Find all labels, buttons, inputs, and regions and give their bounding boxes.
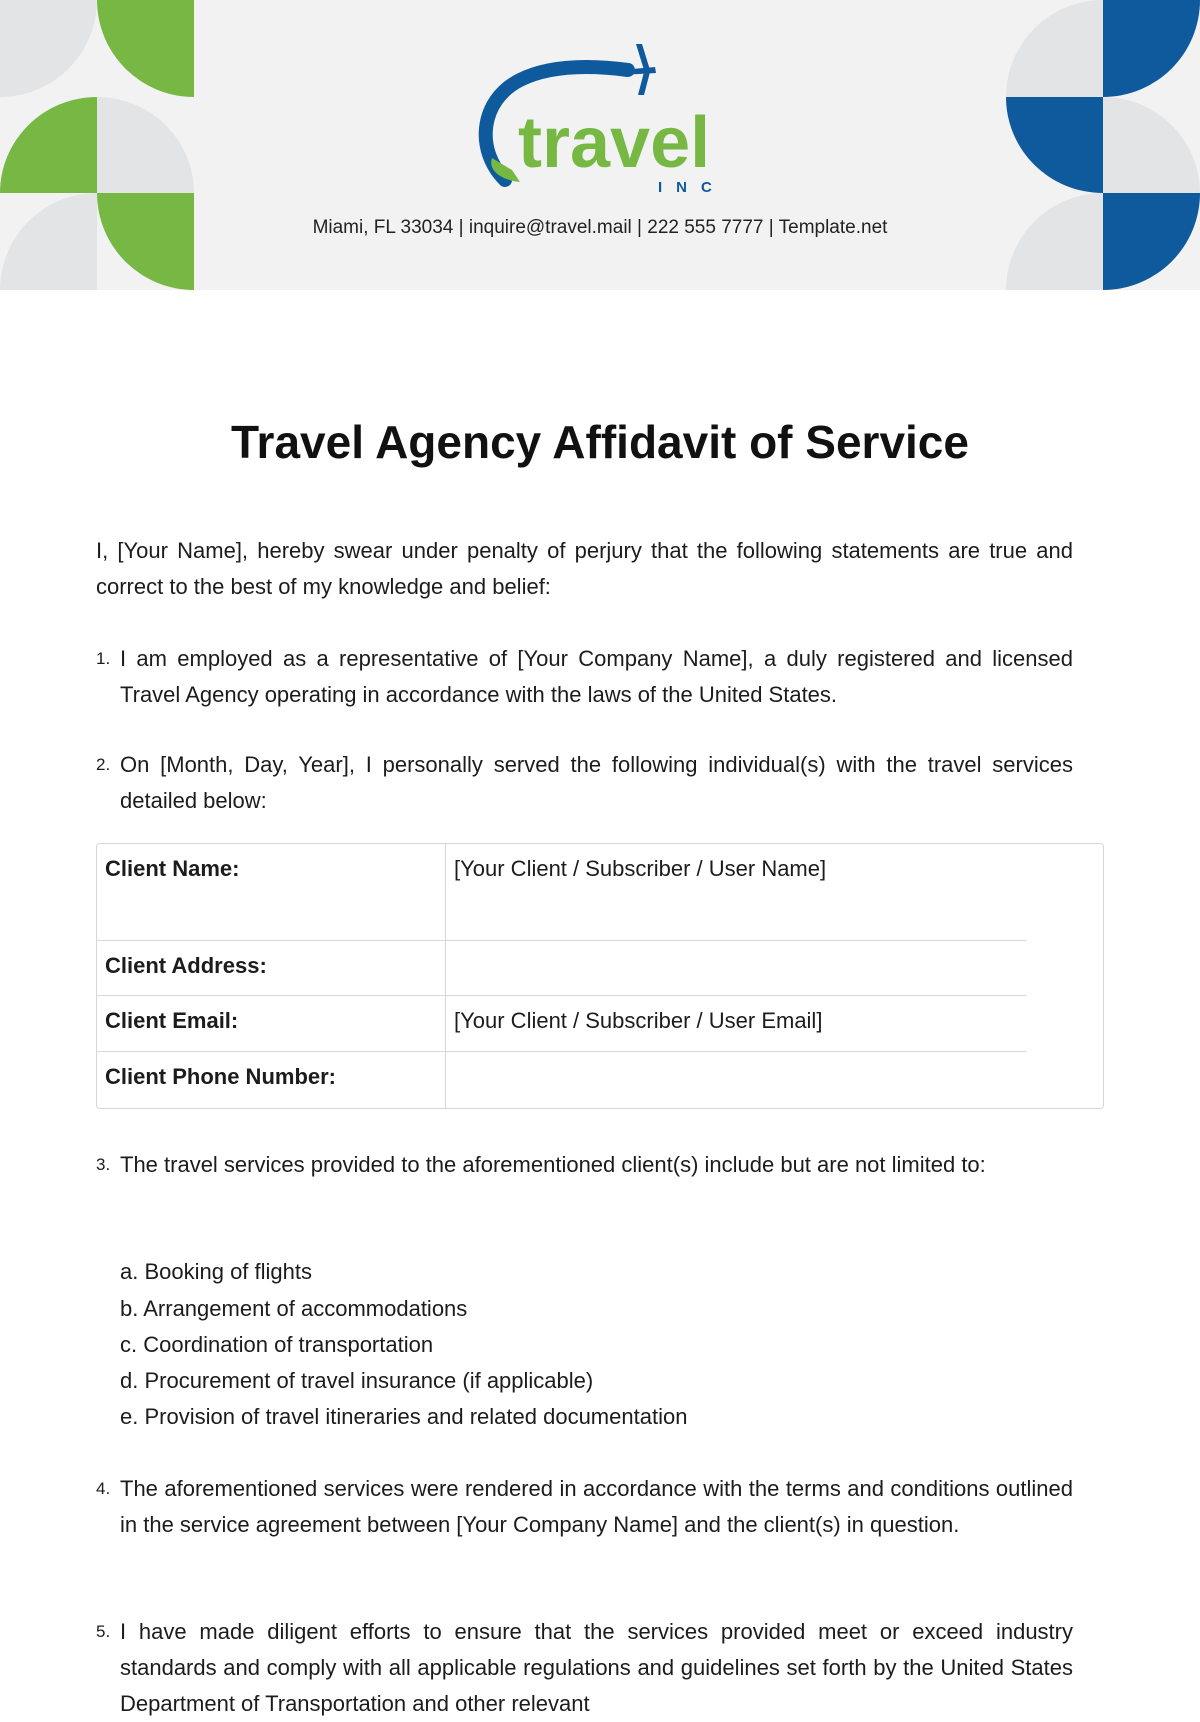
- svg-text:INC: INC: [658, 179, 726, 196]
- statement-text: On [Month, Day, Year], I personally served the following individual(s) with the travel services detailed below:: [120, 752, 1073, 813]
- statement-text: The aforementioned services were rendered in accordance with the terms and conditions outlined in the service agreement between [Your Company Name] and the client(s) in question.: [120, 1476, 1073, 1537]
- service-item: e. Provision of travel itineraries and related documentation: [120, 1404, 688, 1429]
- intro-paragraph: I, [Your Name], hereby swear under penalty of perjury that the following statements are true and correct to the best of my knowledge and belief:: [96, 538, 1073, 599]
- column-divider: [445, 844, 446, 1108]
- row-divider: [97, 940, 1026, 941]
- service-item: a. Booking of flights: [120, 1259, 313, 1284]
- statement-text: I am employed as a representative of [Your Company Name], a duly registered and licensed Travel Agency operating in accordance with the laws of the United States.: [120, 646, 1073, 707]
- statement-number: 1.: [96, 649, 111, 668]
- statement-number: 3.: [96, 1155, 111, 1174]
- right-decoration: [1006, 0, 1200, 290]
- statement-1: [96, 641, 1073, 713]
- statement-3: [96, 1147, 1073, 1183]
- statement-2: [96, 747, 1073, 819]
- statement-number: 2.: [96, 755, 111, 774]
- row-divider: [97, 1051, 1026, 1052]
- letterhead: [0, 0, 1200, 290]
- left-decoration: [0, 0, 194, 290]
- client-email-value: [Your Client / Subscriber / User Email]: [454, 1008, 823, 1033]
- statement-text: I have made diligent efforts to ensure that the services provided meet or exceed industry standards and comply with all applicable regulations and guidelines set forth by the United States Department of Transportation and other relevant: [120, 1619, 1073, 1716]
- svg-text:travel: travel: [518, 103, 711, 183]
- row-divider: [97, 995, 1026, 996]
- statement-5: [96, 1614, 1073, 1722]
- client-email-label: Client Email:: [105, 1008, 239, 1033]
- service-item: c. Coordination of transportation: [120, 1332, 434, 1357]
- document-title: Travel Agency Affidavit of Service: [231, 416, 969, 468]
- client-phone-label: Client Phone Number:: [105, 1064, 337, 1089]
- statement-number: 4.: [96, 1479, 111, 1498]
- statement-number: 5.: [96, 1622, 111, 1641]
- client-name-value: [Your Client / Subscriber / User Name]: [454, 856, 827, 881]
- client-table: [96, 843, 1104, 1109]
- statement-4: [96, 1471, 1073, 1543]
- contact-info: Miami, FL 33034 | inquire@travel.mail | 222 555 7777 | Template.net: [312, 217, 888, 238]
- statement-text: The travel services provided to the aforementioned client(s) include but are not limited to:: [120, 1152, 986, 1177]
- service-item: d. Procurement of travel insurance (if applicable): [120, 1368, 594, 1393]
- client-address-label: Client Address:: [105, 953, 267, 978]
- travel-inc-logo: [470, 40, 740, 200]
- client-name-label: Client Name:: [105, 856, 240, 881]
- service-item: b. Arrangement of accommodations: [120, 1296, 468, 1321]
